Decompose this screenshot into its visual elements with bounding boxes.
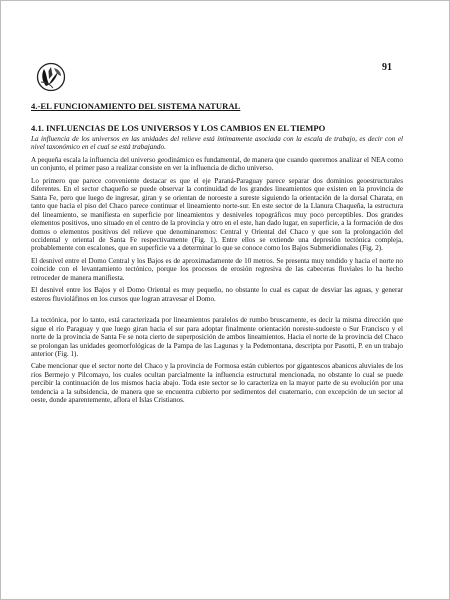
paragraph-2: A pequeña escala la influencia del universo geodinámico es fundamental, de manera que cuando queremos analizar el NEA como un conjunto, el primer paso a realizar consiste en ver la influencia de dicho universo.: [31, 155, 403, 173]
paragraph-3: Lo primero que parece conveniente destacar es que el eje Paraná-Paraguay parece separar dos dominios geoestructurales diferentes. En el sector chaqueño se puede observar la continuidad de los grandes lineamientos que existen en la provincia de Santa Fe, pero que luego de ingresar, giran y se orientan de noroeste a sureste siguiendo la orientación de la dorsal Charata, en tanto que hacia el piso del Chaco parece continuar el lineamiento norte-sur. En este sector de la Llanura Chaqueña, la estructura del lineamiento, se manifiesta en superficie por lineamientos y desniveles topográficos muy poco perceptibles. Dos grandes elementos positivos, uno situado en el centro de la provincia y otro en el este, han dado lugar, en superficie, a la formación de dos domos o elementos positivos del relieve que denominaremos: Central y Oriental del Chaco y que son la prolongación del occidental y oriental de Santa Fe respectivamente (Fig. 1). Entre ellos se extiende una depresión tectónica compleja, probablemente con escalones, que en superficie va a determinar lo que se conoce como los Bajos Submeridionales (Fig. 2).: [31, 176, 403, 253]
paragraph-1: La influencia de los universos en las unidades del relieve está íntimamente asociada con la escala de trabajo, es decir con el nivel taxonómico en el cual se está trabajando.: [31, 135, 403, 152]
paragraph-7: Cabe mencionar que el sector norte del Chaco y la provincia de Formosa están cubiertos por gigantescos abanicos aluviales de los ríos Bermejo y Pilcomayo, los cuales ocultan parcialmente la influencia estructural mencionada, no obstante lo cual se puede percibir la continuación de los mismos hacia abajo. Toda este sector se lo caracteriza en la mayor parte de su evolución por una tendencia a la subsidencia, de manera que se encuentra cubierto por sedimentos del cuaternario, con excepción de un sector al oeste, donde aparentemente, aflora el Islas Cristianos.: [31, 362, 403, 405]
page-number: 91: [382, 62, 392, 73]
document-body: [31, 101, 403, 405]
paragraph-6: La tectónica, por lo tanto, está caracterizada por lineamientos paralelos de rumbo bruscamente, es decir la misma dirección que sigue el río Paraguay y que luego giran hacia el sur para adoptar finalmente orientación noreste-sudoeste o Sur Francisco y el norte de la provincia de Santa Fe se nota cierto de superposición de ambos lineamientos. Hacia el norte de la provincia del Chaco se prolongan las unidades geomorfológicas de la Pampa de las Lagunas y la Pedemontana, descripta por Pasotti, P. en un trabajo anterior (Fig. 1).: [31, 316, 403, 358]
section-heading: 4.-EL FUNCIONAMIENTO DEL SISTEMA NATURAL: [31, 101, 241, 111]
paragraph-spacer-large: [31, 303, 403, 316]
paragraph-4: El desnivel entre el Domo Central y los Bajos es de aproximadamente de 10 metros. Se presenta muy tendido y hacia el norte no coincide con el levantamiento tectónico, porque los procesos de erosión regresiva de las cabeceras fluviales lo ha hecho retroceder de manera manifiesta.: [31, 256, 403, 282]
seal-logo-icon: [34, 60, 68, 94]
paragraph-5: El desnivel entre los Bajos y el Domo Oriental es muy pequeño, no obstante lo cual es capaz de desviar las aguas, y generar esteros fluvioláfinos en los cursos que logran atravesar el Domo.: [31, 286, 403, 303]
subsection-heading: 4.1. INFLUENCIAS DE LOS UNIVERSOS Y LOS CAMBIOS EN EL TIEMPO: [31, 123, 326, 133]
